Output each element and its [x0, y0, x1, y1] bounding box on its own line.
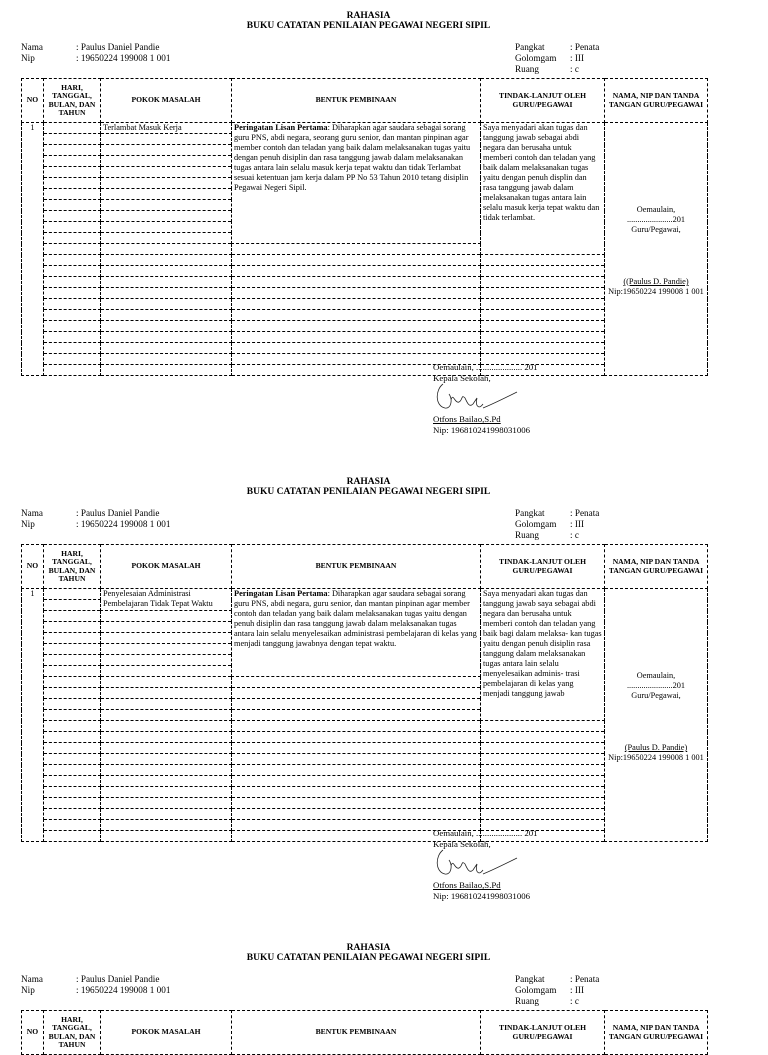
bentuk-cell [232, 589, 481, 677]
col-date-header: HARI, TANGGAL, BULAN, DAN TAHUN [44, 1011, 101, 1055]
tindak-cell: Saya menyadari akan tugas dan tanggung jawab sebagai abdi negara dan berusaha untuk memberi contoh dan teladan yang baik dalam melaksanakan tugas yaitu dengan penuh displin dan rasa tanggung jawab dalam melaksanakan tugas antara lain selalu masuk kerja tepat waktu dan tidak terlambat. [481, 123, 605, 255]
col-bentuk-header: BENTUK PEMBINAAN [232, 1011, 481, 1055]
col-no-header: NO [22, 79, 44, 123]
col-nama-header: NAMA, NIP DAN TANDA TANGAN GURU/PEGAWAI [605, 1011, 708, 1055]
assessment-table [21, 78, 708, 376]
col-date-header: HARI, TANGGAL, BULAN, DAN TAHUN [44, 545, 101, 589]
bentuk-title: Peringatan Lisan Pertama [234, 589, 328, 598]
col-bentuk-header: BENTUK PEMBINAAN [232, 545, 481, 589]
col-tindak-header: TINDAK-LANJUT OLEH GURU/PEGAWAI [481, 79, 605, 123]
headmaster-nip: Nip: 196810241998031006 [433, 891, 531, 901]
nama-value: : Paulus Daniel Pandie [76, 974, 160, 984]
col-date-header: HARI, TANGGAL, BULAN, DAN TAHUN [44, 79, 101, 123]
headmaster-name: Otfons Bailao,S.Pd [433, 414, 501, 424]
signature-place: Oemaulain, ......................201 [626, 205, 686, 224]
tindak-cell: Saya menyadari akan tugas dan tanggung jawab saya sebagai abdi negara dan berusaha untuk memberi contoh dan teladan yang baik bagi dalam melaksa- kan tugas yaitu dengan penuh disiplin rasa tanggung dalam melaksanakan tugas antara lain selalu menyelesaikan adminis- trasi pembelajaran di kelas yang menjadi tanggung jawab [481, 589, 605, 721]
pangkat-value: : Penata [570, 974, 600, 984]
bentuk-title: Peringatan Lisan Pertama [234, 123, 328, 132]
confidential-label: RAHASIA [346, 943, 391, 953]
ruang-label: Ruang [515, 64, 539, 74]
confidential-label: RAHASIA [346, 477, 391, 487]
assessment-table [21, 544, 708, 842]
col-tindak-header: TINDAK-LANJUT OLEH GURU/PEGAWAI [481, 545, 605, 589]
col-nama-header: NAMA, NIP DAN TANDA TANGAN GURU/PEGAWAI [605, 79, 708, 123]
nama-value: : Paulus Daniel Pandie [76, 508, 160, 518]
golongan-label: Golomgam [515, 985, 557, 995]
col-tindak-header: TINDAK-LANJUT OLEH GURU/PEGAWAI [481, 1011, 605, 1055]
ruang-label: Ruang [515, 996, 539, 1006]
col-bentuk-header: BENTUK PEMBINAAN [232, 79, 481, 123]
document-title: BUKU CATATAN PENILAIAN PEGAWAI NEGERI SIPIL [246, 487, 491, 497]
pokok-cell: Terlambat Masuk Kerja [101, 123, 232, 134]
nip-value: : 19650224 199008 1 001 [76, 519, 171, 529]
pangkat-label: Pangkat [515, 42, 545, 52]
nip-label: Nip [21, 53, 35, 63]
pangkat-value: : Penata [570, 42, 600, 52]
col-no-header: NO [22, 1011, 44, 1055]
golongan-value: : III [570, 985, 585, 995]
headmaster-place: Oemaulain, ..................... 201 [433, 828, 538, 838]
signature-name: ((Paulus D. Pandie) [623, 277, 689, 286]
pokok-cell: Penyelesaian Administrasi Pembelajaran Tidak Tepat Waktu [101, 589, 232, 611]
col-pokok-header: POKOK MASALAH [101, 1011, 232, 1055]
record-number: 1 [22, 589, 44, 842]
nip-value: : 19650224 199008 1 001 [76, 985, 171, 995]
nip-label: Nip [21, 519, 35, 529]
record-section-3 [0, 932, 768, 1049]
signature-cell [605, 589, 708, 842]
ruang-value: : c [570, 64, 579, 74]
pangkat-label: Pangkat [515, 974, 545, 984]
nama-label: Nama [21, 42, 43, 52]
nip-value: : 19650224 199008 1 001 [76, 53, 171, 63]
nama-label: Nama [21, 974, 43, 984]
bentuk-cell [232, 123, 481, 244]
ruang-label: Ruang [515, 530, 539, 540]
signature-role: Guru/Pegawai, [631, 691, 681, 700]
signature-role: Guru/Pegawai, [631, 225, 681, 234]
record-section-2 [0, 466, 768, 906]
col-pokok-header: POKOK MASALAH [101, 79, 232, 123]
nama-label: Nama [21, 508, 43, 518]
nip-label: Nip [21, 985, 35, 995]
signature-nip: Nip:19650224 199008 1 001 [608, 753, 704, 762]
signature-name: (Paulus D. Pandie) [624, 743, 688, 752]
date-cell [44, 123, 101, 134]
col-no-header: NO [22, 545, 44, 589]
golongan-label: Golomgam [515, 519, 557, 529]
assessment-table [21, 1010, 708, 1055]
pangkat-value: : Penata [570, 508, 600, 518]
golongan-label: Golomgam [515, 53, 557, 63]
signature-cell [605, 123, 708, 376]
nama-value: : Paulus Daniel Pandie [76, 42, 160, 52]
ruang-value: : c [570, 530, 579, 540]
date-cell [44, 589, 101, 600]
signature-nip: Nip:19650224 199008 1 001 [608, 287, 704, 296]
document-title: BUKU CATATAN PENILAIAN PEGAWAI NEGERI SIPIL [246, 21, 491, 31]
col-nama-header: NAMA, NIP DAN TANDA TANGAN GURU/PEGAWAI [605, 545, 708, 589]
confidential-label: RAHASIA [346, 11, 391, 21]
headmaster-nip: Nip: 196810241998031006 [433, 425, 531, 435]
golongan-value: : III [570, 519, 585, 529]
golongan-value: : III [570, 53, 585, 63]
bentuk-text: : Diharapkan agar saudara sebagai sorang guru PNS, abdi negara, guru senior, dan mantan pinpinan agar member contoh dan teladan yang baik dalam melaksanakan tugas yaitu dengan penuh disiplin dan rasa tanggung jawab dalam melaksanakan tugas antara lain selalu menyelesaikan administrasi pembelajaran di kelas yang menjadi tanggung jawabnya dengan tepat waktu. [234, 589, 477, 648]
headmaster-role: Kepala Sekolah, [433, 373, 491, 383]
pangkat-label: Pangkat [515, 508, 545, 518]
headmaster-name: Otfons Bailao,S.Pd [433, 880, 501, 890]
headmaster-signature-icon [433, 380, 523, 416]
col-pokok-header: POKOK MASALAH [101, 545, 232, 589]
document-title: BUKU CATATAN PENILAIAN PEGAWAI NEGERI SIPIL [246, 953, 491, 963]
bentuk-text: : Diharapkan agar saudara sebagai sorang guru PNS, abdi negara, seorang guru senior, dan mantan pinpinan agar member contoh dan teladan yang baik dalam melaksanakan tugas yaitu dengan penuh disiplin dan rasa tanggung jawab dalam melaksanakan tugas antara lain selalu masuk kerja tepat waktu dan tidak Terlambat sesuai ketentuan jam kerja dalam PP No 53 Tahun 2010 tetang disiplin Pegawai Negeri Sipil. [234, 123, 471, 192]
headmaster-role: Kepala Sekolah, [433, 839, 491, 849]
headmaster-signature-icon [433, 846, 523, 882]
record-number: 1 [22, 123, 44, 376]
record-section-1 [0, 0, 768, 440]
signature-place: Oemaulain, ......................201 [626, 671, 686, 690]
headmaster-place: Oemaulain, ..................... 201 [433, 362, 538, 372]
ruang-value: : c [570, 996, 579, 1006]
